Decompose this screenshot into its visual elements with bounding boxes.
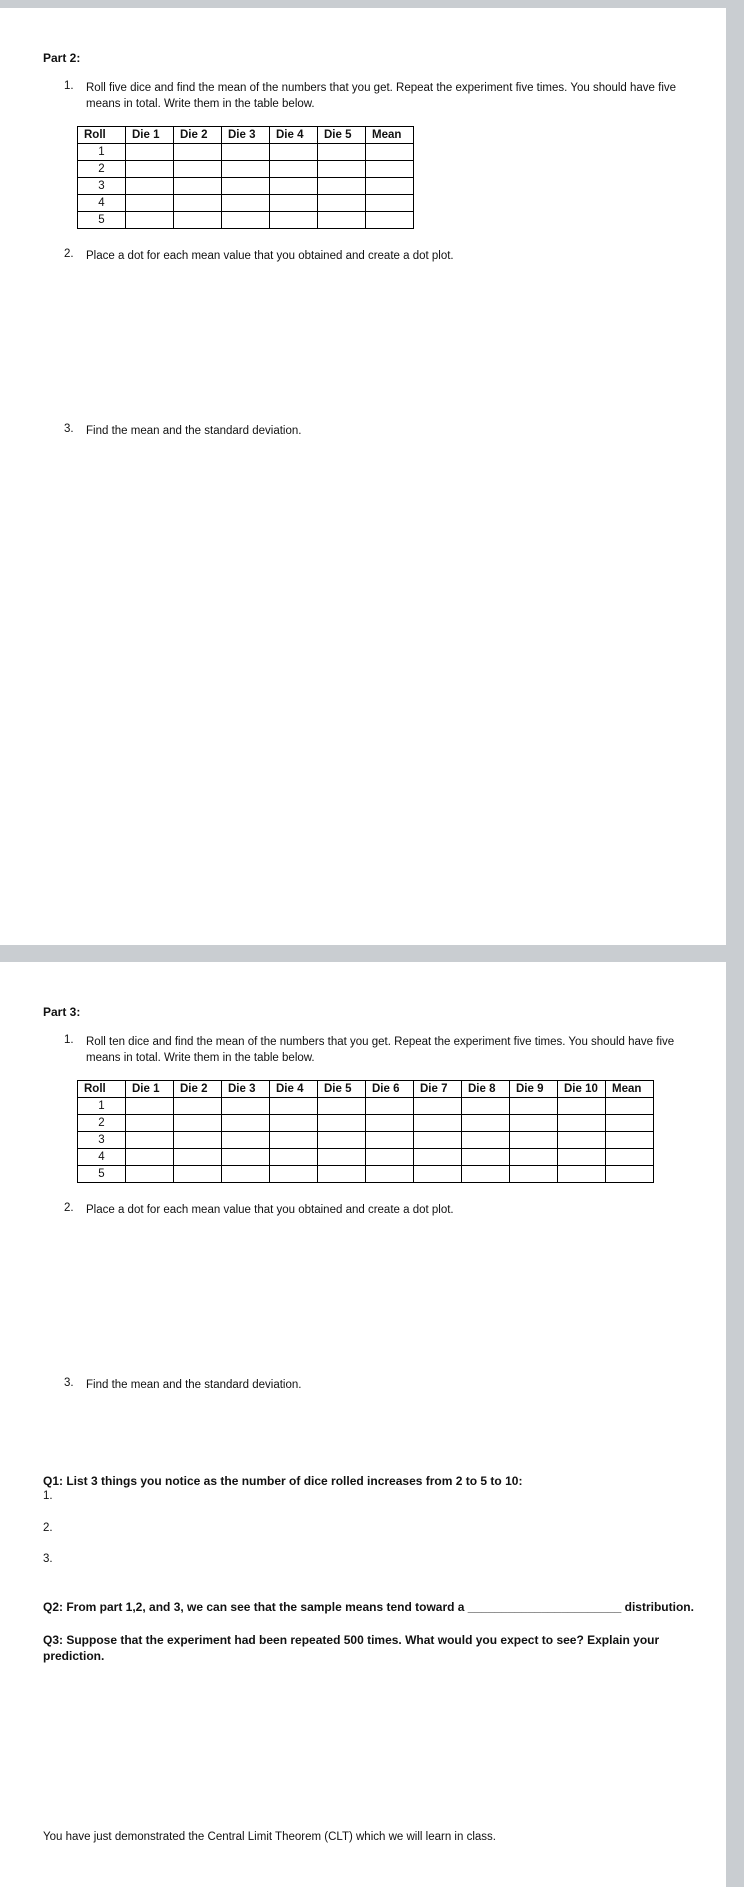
answer-cell[interactable] [174, 1132, 222, 1149]
answer-cell[interactable] [126, 161, 174, 178]
answer-cell[interactable] [222, 1149, 270, 1166]
table-header-cell: Roll [78, 127, 126, 144]
answer-cell[interactable] [126, 1149, 174, 1166]
answer-cell[interactable] [558, 1166, 606, 1183]
part3-item2-text: Place a dot for each mean value that you obtained and create a dot plot. [86, 1204, 454, 1216]
answer-cell[interactable] [270, 1132, 318, 1149]
table-header-row [78, 1081, 654, 1098]
answer-cell[interactable] [174, 1149, 222, 1166]
answer-cell[interactable] [510, 1149, 558, 1166]
answer-cell[interactable] [174, 1166, 222, 1183]
part3-item1-number: 1. [64, 1034, 74, 1046]
part3-item3-text: Find the mean and the standard deviation. [86, 1379, 302, 1391]
table-header-cell: Die 8 [462, 1081, 510, 1098]
answer-cell[interactable] [174, 178, 222, 195]
table-header-cell: Die 4 [270, 127, 318, 144]
answer-cell[interactable] [270, 161, 318, 178]
table-header-cell: Die 2 [174, 1081, 222, 1098]
answer-cell[interactable] [510, 1098, 558, 1115]
answer-cell[interactable] [366, 1132, 414, 1149]
answer-cell[interactable] [318, 1166, 366, 1183]
answer-cell[interactable] [462, 1115, 510, 1132]
table-row [78, 161, 414, 178]
answer-cell[interactable] [126, 212, 174, 229]
answer-cell[interactable] [606, 1132, 654, 1149]
q1-prompt: Q1: List 3 things you notice as the number of dice rolled increases from 2 to 5 to 10: [43, 1474, 523, 1488]
answer-cell[interactable] [222, 1132, 270, 1149]
part3-title: Part 3: [43, 1005, 81, 1019]
answer-cell[interactable] [222, 144, 270, 161]
part2-item3-text: Find the mean and the standard deviation. [86, 425, 302, 437]
table-header-row [78, 127, 414, 144]
answer-cell[interactable] [270, 1098, 318, 1115]
part2-item1-text: Roll five dice and find the mean of the numbers that you get. Repeat the experiment five times. You should have five means in total. Write them in the table below. [86, 82, 677, 110]
roll-number-cell: 3 [78, 1132, 126, 1149]
answer-cell[interactable] [510, 1115, 558, 1132]
roll-number-cell: 5 [78, 1166, 126, 1183]
roll-number-cell: 5 [78, 212, 126, 229]
table-row [78, 1149, 654, 1166]
answer-cell[interactable] [366, 212, 414, 229]
answer-cell[interactable] [222, 1098, 270, 1115]
answer-cell[interactable] [126, 195, 174, 212]
answer-cell[interactable] [126, 178, 174, 195]
answer-cell[interactable] [318, 1132, 366, 1149]
answer-cell[interactable] [222, 178, 270, 195]
answer-cell[interactable] [510, 1166, 558, 1183]
table-row [78, 212, 414, 229]
q2-prompt: Q2: From part 1,2, and 3, we can see that the sample means tend toward a _______________________ distribution. [43, 1600, 694, 1614]
answer-cell[interactable] [270, 144, 318, 161]
roll-number-cell: 3 [78, 178, 126, 195]
table-row [78, 1115, 654, 1132]
part3-item1-text: Roll ten dice and find the mean of the numbers that you get. Repeat the experiment five times. You should have five means in total. Write them in the table below. [86, 1036, 675, 1064]
answer-cell[interactable] [270, 1149, 318, 1166]
answer-cell[interactable] [222, 161, 270, 178]
roll-number-cell: 2 [78, 1115, 126, 1132]
answer-cell[interactable] [270, 1115, 318, 1132]
table-row [78, 1098, 654, 1115]
answer-cell[interactable] [414, 1098, 462, 1115]
table-header-cell: Die 3 [222, 1081, 270, 1098]
answer-cell[interactable] [126, 144, 174, 161]
answer-cell[interactable] [318, 212, 366, 229]
answer-cell[interactable] [558, 1132, 606, 1149]
answer-cell[interactable] [606, 1166, 654, 1183]
answer-cell[interactable] [606, 1115, 654, 1132]
answer-cell[interactable] [174, 212, 222, 229]
part2-title: Part 2: [43, 51, 81, 65]
part3-item2-number: 2. [64, 1202, 74, 1214]
answer-cell[interactable] [174, 1098, 222, 1115]
answer-cell[interactable] [462, 1132, 510, 1149]
table-header-cell: Die 9 [510, 1081, 558, 1098]
answer-cell[interactable] [270, 178, 318, 195]
answer-cell[interactable] [606, 1098, 654, 1115]
worksheet-page-1 [0, 8, 726, 945]
table-header-cell: Mean [366, 127, 414, 144]
answer-cell[interactable] [318, 1149, 366, 1166]
table-header-cell: Die 5 [318, 127, 366, 144]
table-header-cell: Die 1 [126, 1081, 174, 1098]
answer-cell[interactable] [558, 1098, 606, 1115]
answer-cell[interactable] [270, 195, 318, 212]
answer-cell[interactable] [414, 1166, 462, 1183]
answer-cell[interactable] [366, 144, 414, 161]
table-header-cell: Die 6 [366, 1081, 414, 1098]
answer-cell[interactable] [414, 1115, 462, 1132]
answer-cell[interactable] [318, 178, 366, 195]
answer-cell[interactable] [414, 1149, 462, 1166]
answer-cell[interactable] [126, 1098, 174, 1115]
roll-number-cell: 1 [78, 144, 126, 161]
q1-answer-3: 3. [43, 1553, 53, 1565]
answer-cell[interactable] [462, 1166, 510, 1183]
roll-number-cell: 4 [78, 195, 126, 212]
answer-cell[interactable] [462, 1149, 510, 1166]
table-header-cell: Die 2 [174, 127, 222, 144]
table-header-cell: Die 10 [558, 1081, 606, 1098]
table-header-cell: Die 4 [270, 1081, 318, 1098]
q3-prompt: Q3: Suppose that the experiment had been repeated 500 times. What would you expect to see? Explain your prediction. [43, 1633, 660, 1663]
answer-cell[interactable] [366, 1098, 414, 1115]
table-header-cell: Die 5 [318, 1081, 366, 1098]
part2-item3-number: 3. [64, 423, 74, 435]
table-row [78, 1166, 654, 1183]
answer-cell[interactable] [558, 1115, 606, 1132]
table-header-cell: Die 7 [414, 1081, 462, 1098]
answer-cell[interactable] [366, 1149, 414, 1166]
answer-cell[interactable] [318, 161, 366, 178]
answer-cell[interactable] [510, 1132, 558, 1149]
table-row [78, 178, 414, 195]
table-header-cell: Roll [78, 1081, 126, 1098]
answer-cell[interactable] [366, 195, 414, 212]
answer-cell[interactable] [366, 1115, 414, 1132]
answer-cell[interactable] [462, 1098, 510, 1115]
roll-number-cell: 4 [78, 1149, 126, 1166]
answer-cell[interactable] [222, 1115, 270, 1132]
answer-cell[interactable] [174, 144, 222, 161]
answer-cell[interactable] [318, 1115, 366, 1132]
answer-cell[interactable] [318, 144, 366, 161]
answer-cell[interactable] [126, 1115, 174, 1132]
answer-cell[interactable] [366, 161, 414, 178]
table-header-cell: Die 3 [222, 127, 270, 144]
part3-item3-number: 3. [64, 1377, 74, 1389]
answer-cell[interactable] [222, 1166, 270, 1183]
closing-note: You have just demonstrated the Central Limit Theorem (CLT) which we will learn in class. [43, 1831, 496, 1843]
answer-cell[interactable] [222, 212, 270, 229]
answer-cell[interactable] [606, 1149, 654, 1166]
answer-cell[interactable] [318, 1098, 366, 1115]
answer-cell[interactable] [174, 161, 222, 178]
table-row [78, 144, 414, 161]
answer-cell[interactable] [126, 1132, 174, 1149]
answer-cell[interactable] [318, 195, 366, 212]
table-row [78, 1132, 654, 1149]
answer-cell[interactable] [270, 212, 318, 229]
answer-cell[interactable] [366, 178, 414, 195]
table-header-cell: Mean [606, 1081, 654, 1098]
answer-cell[interactable] [222, 195, 270, 212]
part3-dice-table [77, 1080, 654, 1183]
roll-number-cell: 2 [78, 161, 126, 178]
answer-cell[interactable] [126, 1166, 174, 1183]
answer-cell[interactable] [414, 1132, 462, 1149]
q1-answer-1: 1. [43, 1490, 53, 1502]
part2-item1-number: 1. [64, 80, 74, 92]
q1-answer-2: 2. [43, 1522, 53, 1534]
table-header-cell: Die 1 [126, 127, 174, 144]
answer-cell[interactable] [558, 1149, 606, 1166]
table-row [78, 195, 414, 212]
answer-cell[interactable] [366, 1166, 414, 1183]
answer-cell[interactable] [270, 1166, 318, 1183]
answer-cell[interactable] [174, 195, 222, 212]
part2-item2-number: 2. [64, 248, 74, 260]
roll-number-cell: 1 [78, 1098, 126, 1115]
worksheet-page-2 [0, 962, 726, 1887]
part2-dice-table [77, 126, 414, 229]
part2-item2-text: Place a dot for each mean value that you obtained and create a dot plot. [86, 250, 454, 262]
answer-cell[interactable] [174, 1115, 222, 1132]
